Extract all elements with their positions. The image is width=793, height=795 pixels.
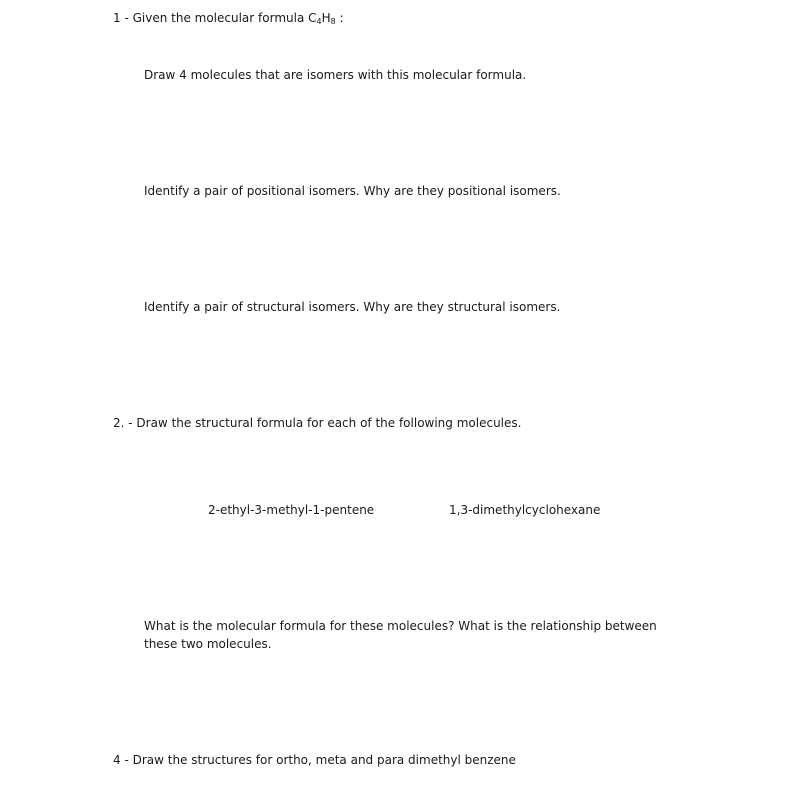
molecule-a-name: 2-ethyl-3-methyl-1-pentene [208, 503, 375, 517]
question-4-heading: 4 - Draw the structures for ortho, meta and para dimethyl benzene [113, 753, 516, 767]
question-1-structural-isomers: Identify a pair of structural isomers. Why are they structural isomers. [144, 300, 561, 314]
question-1-heading: 1 - Given the molecular formula $C_4H_8$ : [113, 11, 344, 26]
molecule-b-name: 1,3-dimethylcyclohexane [449, 503, 601, 517]
question-1-positional-isomers: Identify a pair of positional isomers. Why are they positional isomers. [144, 184, 561, 198]
question-2-heading: 2. - Draw the structural formula for each of the following molecules. [113, 416, 522, 430]
question-2-followup-line-1: What is the molecular formula for these molecules? What is the relationship between [144, 619, 657, 633]
question-1-draw-instruction: Draw 4 molecules that are isomers with this molecular formula. [144, 68, 527, 82]
question-2-followup-line-2: these two molecules. [144, 637, 272, 651]
